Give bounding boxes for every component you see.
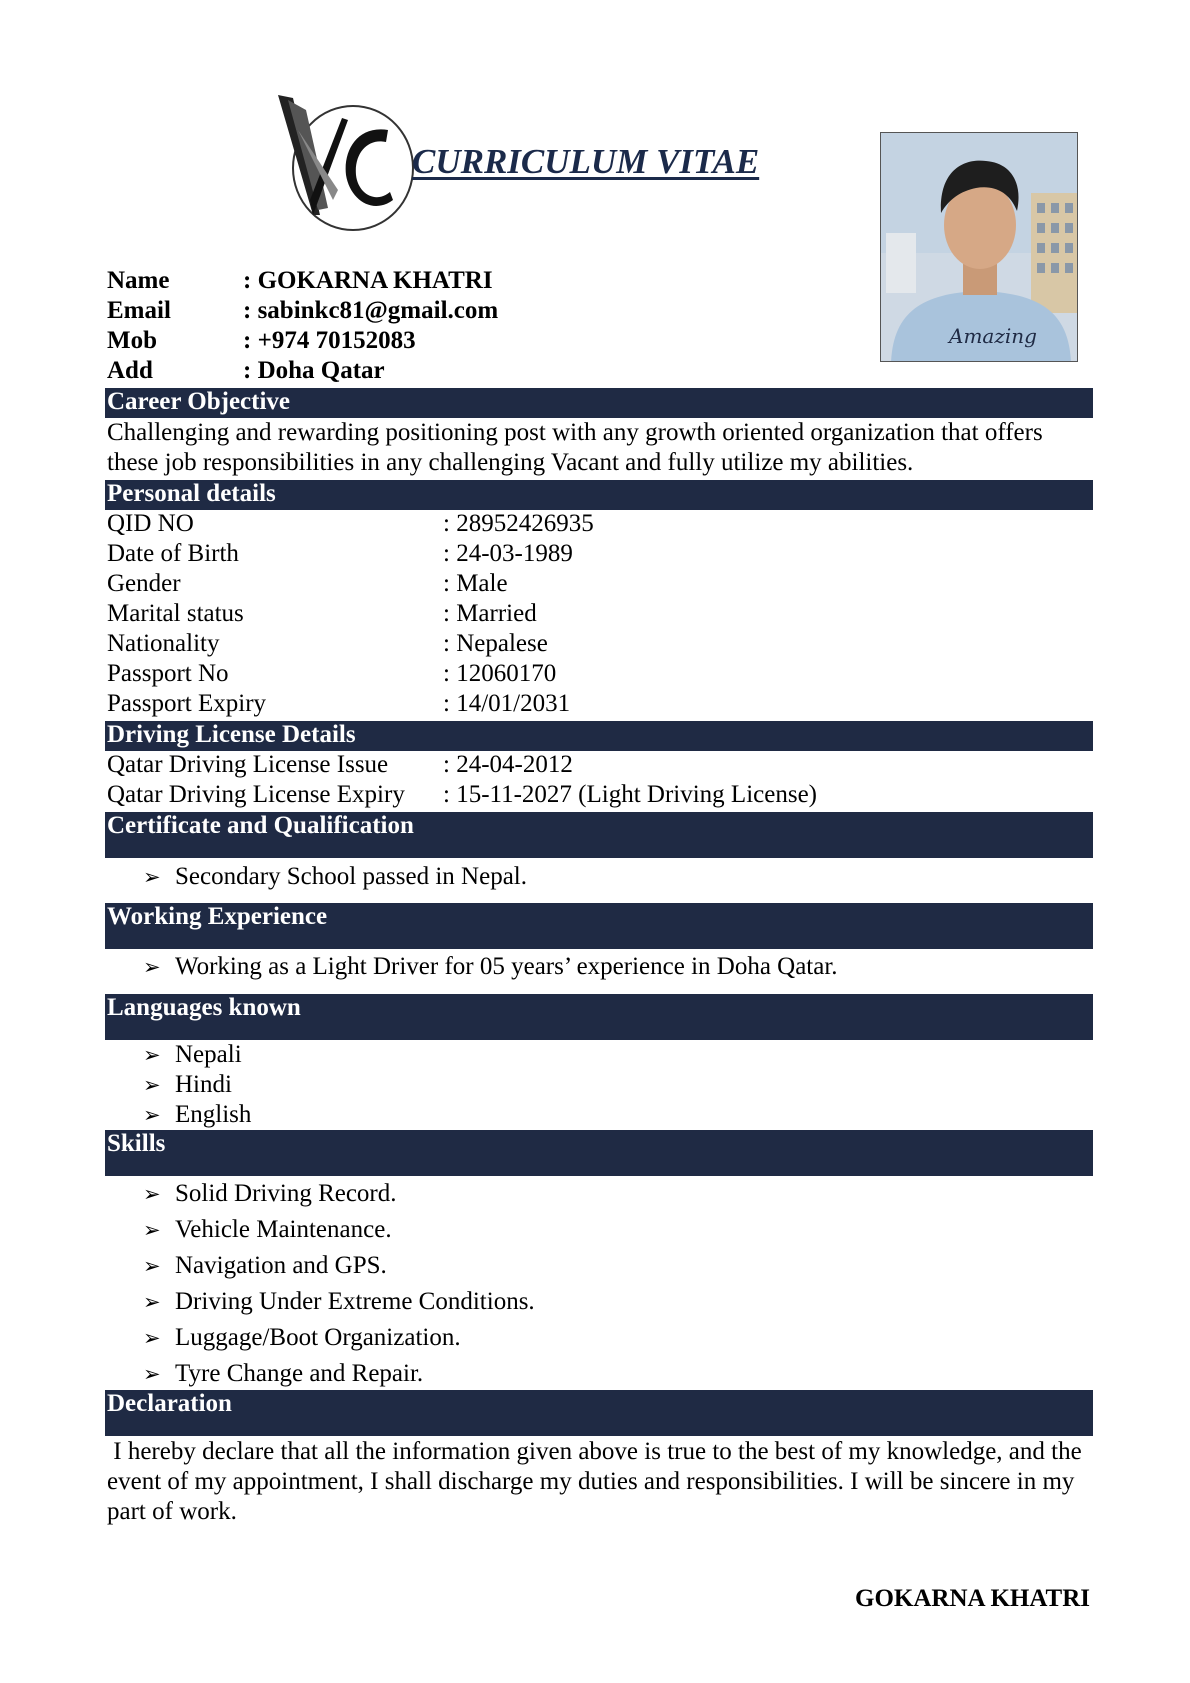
license-value: : 24-04-2012 bbox=[443, 751, 573, 778]
contact-info bbox=[107, 266, 498, 386]
languages-list bbox=[143, 1040, 251, 1130]
arrow-bullet-icon: ➢ bbox=[143, 1073, 161, 1097]
contact-mobile-row bbox=[107, 326, 498, 356]
contact-label: Email bbox=[107, 297, 171, 324]
list-item: ➢ Tyre Change and Repair. bbox=[143, 1356, 535, 1392]
list-item: ➢ Vehicle Maintenance. bbox=[143, 1212, 535, 1248]
certificates-list bbox=[143, 860, 527, 894]
skills-list bbox=[143, 1176, 535, 1392]
list-item: ➢ Nepali bbox=[143, 1041, 242, 1068]
arrow-bullet-icon: ➢ bbox=[143, 1182, 161, 1206]
license-label: Qatar Driving License Expiry bbox=[107, 781, 405, 808]
arrow-bullet-icon: ➢ bbox=[143, 955, 161, 979]
detail-label: Passport No bbox=[107, 660, 229, 687]
arrow-bullet-icon: ➢ bbox=[143, 1043, 161, 1067]
arrow-bullet-icon: ➢ bbox=[143, 1326, 161, 1350]
list-item: ➢ Navigation and GPS. bbox=[143, 1248, 535, 1284]
detail-label: QID NO bbox=[107, 510, 194, 537]
section-heading-working-experience: Working Experience bbox=[105, 903, 1093, 949]
photo-caption: Amazing bbox=[949, 324, 1037, 348]
detail-row bbox=[107, 659, 594, 689]
license-row bbox=[107, 750, 817, 780]
arrow-bullet-icon: ➢ bbox=[143, 865, 161, 889]
personal-details-list bbox=[107, 509, 594, 719]
detail-value: : Male bbox=[443, 570, 508, 597]
detail-label: Marital status bbox=[107, 600, 244, 627]
detail-row bbox=[107, 539, 594, 569]
contact-email-row bbox=[107, 296, 498, 326]
career-objective-text: Challenging and rewarding positioning post with any growth oriented organization that offers these job responsibilities in any challenging Vacant and fully utilize my abilities. bbox=[107, 419, 1043, 476]
contact-value: : GOKARNA KHATRI bbox=[243, 267, 493, 294]
arrow-bullet-icon: ➢ bbox=[143, 1362, 161, 1386]
section-heading-declaration: Declaration bbox=[105, 1390, 1093, 1436]
signature-name: GOKARNA KHATRI bbox=[855, 1585, 1090, 1612]
contact-label: Mob bbox=[107, 327, 157, 354]
arrow-bullet-icon: ➢ bbox=[143, 1218, 161, 1242]
contact-address-row bbox=[107, 356, 498, 386]
contact-name-row bbox=[107, 266, 498, 296]
section-heading-career-objective: Career Objective bbox=[105, 388, 1093, 418]
detail-label: Gender bbox=[107, 570, 181, 597]
section-heading-certificates: Certificate and Qualification bbox=[105, 812, 1093, 858]
contact-label: Name bbox=[107, 267, 170, 294]
detail-value: : 14/01/2031 bbox=[443, 690, 571, 717]
section-heading-languages: Languages known bbox=[105, 994, 1093, 1040]
detail-row bbox=[107, 569, 594, 599]
document-title: CURRICULUM VITAE bbox=[412, 142, 760, 181]
contact-value: : Doha Qatar bbox=[243, 357, 385, 384]
list-item: ➢ Driving Under Extreme Conditions. bbox=[143, 1284, 535, 1320]
arrow-bullet-icon: ➢ bbox=[143, 1290, 161, 1314]
detail-label: Date of Birth bbox=[107, 540, 239, 567]
arrow-bullet-icon: ➢ bbox=[143, 1103, 161, 1127]
detail-label: Passport Expiry bbox=[107, 690, 267, 717]
license-label: Qatar Driving License Issue bbox=[107, 751, 389, 778]
experience-list bbox=[143, 950, 838, 984]
declaration-text: I hereby declare that all the information given above is true to the best of my knowledge, and the event of my appointment, I shall discharge my duties and responsibilities. I will be sincere in my part of work. bbox=[107, 1438, 1088, 1525]
detail-value: : 24-03-1989 bbox=[443, 540, 573, 567]
detail-row bbox=[107, 509, 594, 539]
detail-value: : 28952426935 bbox=[443, 510, 594, 537]
list-item: ➢ English bbox=[143, 1101, 252, 1128]
detail-value: : 12060170 bbox=[443, 660, 557, 687]
detail-value: : Married bbox=[443, 600, 537, 627]
detail-value: : Nepalese bbox=[443, 630, 548, 657]
contact-value: : sabinkc81@gmail.com bbox=[243, 297, 499, 324]
contact-value: : +974 70152083 bbox=[243, 327, 416, 354]
license-row bbox=[107, 780, 817, 810]
detail-row bbox=[107, 689, 594, 719]
detail-row bbox=[107, 599, 594, 629]
detail-row bbox=[107, 629, 594, 659]
section-heading-driving-license: Driving License Details bbox=[105, 721, 1093, 751]
list-item: ➢ Working as a Light Driver for 05 years’ experience in Doha Qatar. bbox=[143, 950, 838, 984]
list-item: ➢ Secondary School passed in Nepal. bbox=[143, 860, 527, 894]
license-value: : 15-11-2027 (Light Driving License) bbox=[443, 781, 817, 808]
profile-photo bbox=[880, 132, 1078, 362]
list-item: ➢ Hindi bbox=[143, 1071, 232, 1098]
list-item: ➢ Luggage/Boot Organization. bbox=[143, 1320, 535, 1356]
detail-label: Nationality bbox=[107, 630, 220, 657]
arrow-bullet-icon: ➢ bbox=[143, 1254, 161, 1278]
contact-label: Add bbox=[107, 357, 153, 384]
driving-license-list bbox=[107, 750, 817, 810]
section-heading-skills: Skills bbox=[105, 1130, 1093, 1176]
list-item: ➢ Solid Driving Record. bbox=[143, 1176, 535, 1212]
section-heading-personal-details: Personal details bbox=[105, 480, 1093, 510]
